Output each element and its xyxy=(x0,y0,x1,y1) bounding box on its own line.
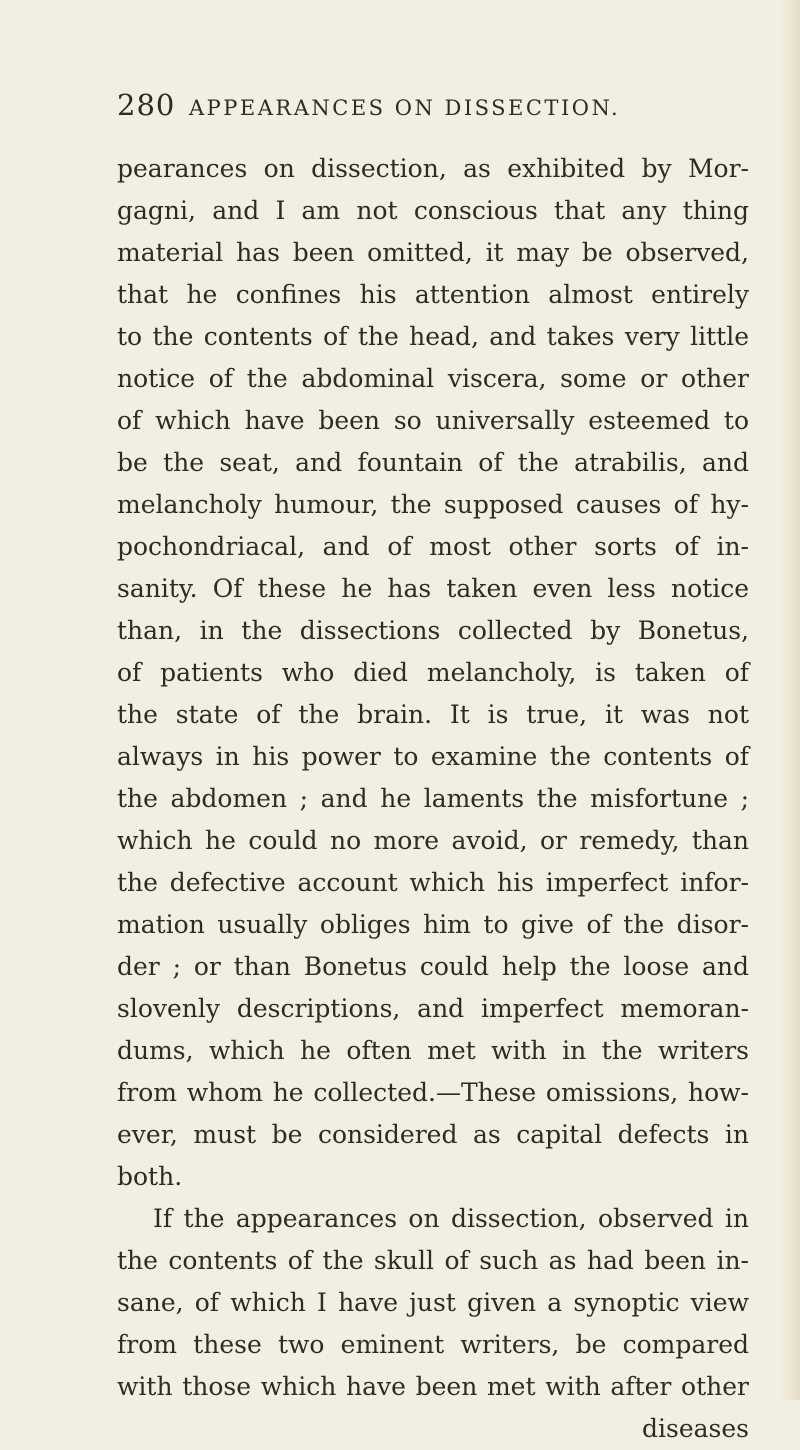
text-line: the contents of the skull of such as had been in- xyxy=(117,1246,749,1275)
text-line: of which have been so universally esteemed to xyxy=(117,406,749,435)
page-header xyxy=(117,88,737,128)
text-line: pearances on dissection, as exhibited by Mor- xyxy=(117,154,749,183)
text-line: gagni, and I am not conscious that any thing xyxy=(117,196,749,225)
text-line: the state of the brain. It is true, it was not xyxy=(117,700,749,729)
text-line: slovenly descriptions, and imperfect memoran- xyxy=(117,994,749,1023)
text-line: always in his power to examine the contents of xyxy=(117,742,749,771)
text-line: material has been omitted, it may be observed, xyxy=(117,238,749,267)
text-line: mation usually obliges him to give of the disor- xyxy=(117,910,749,939)
text-line: of patients who died melancholy, is taken of xyxy=(117,658,749,687)
text-line: der ; or than Bonetus could help the loose and xyxy=(117,952,749,981)
text-line: to the contents of the head, and takes very little xyxy=(117,322,749,351)
text-line: from whom he collected.—These omissions, how- xyxy=(117,1078,749,1107)
page-edge-shadow xyxy=(780,0,800,1400)
text-line: If the appearances on dissection, observed in xyxy=(153,1204,749,1233)
text-line: with those which have been met with after other xyxy=(117,1372,749,1401)
text-line: than, in the dissections collected by Bonetus, xyxy=(117,616,749,645)
text-line: pochondriacal, and of most other sorts of in- xyxy=(117,532,749,561)
page-number: 280 xyxy=(117,88,176,122)
catchword: diseases xyxy=(642,1414,749,1443)
text-line: the defective account which his imperfect infor- xyxy=(117,868,749,897)
text-line: from these two eminent writers, be compared xyxy=(117,1330,749,1359)
text-line: be the seat, and fountain of the atrabilis, and xyxy=(117,448,749,477)
text-line: sane, of which I have just given a synoptic view xyxy=(117,1288,749,1317)
text-line: melancholy humour, the supposed causes of hy- xyxy=(117,490,749,519)
running-head: APPEARANCES ON DISSECTION. xyxy=(189,96,621,120)
text-line: dums, which he often met with in the writers xyxy=(117,1036,749,1065)
text-line: which he could no more avoid, or remedy, than xyxy=(117,826,749,855)
text-line: notice of the abdominal viscera, some or other xyxy=(117,364,749,393)
text-line: both. xyxy=(117,1162,183,1191)
text-line: ever, must be considered as capital defects in xyxy=(117,1120,749,1149)
text-line: that he confines his attention almost entirely xyxy=(117,280,749,309)
body-text xyxy=(117,148,749,1450)
text-line: the abdomen ; and he laments the misfortune ; xyxy=(117,784,749,813)
text-line: sanity. Of these he has taken even less notice xyxy=(117,574,749,603)
